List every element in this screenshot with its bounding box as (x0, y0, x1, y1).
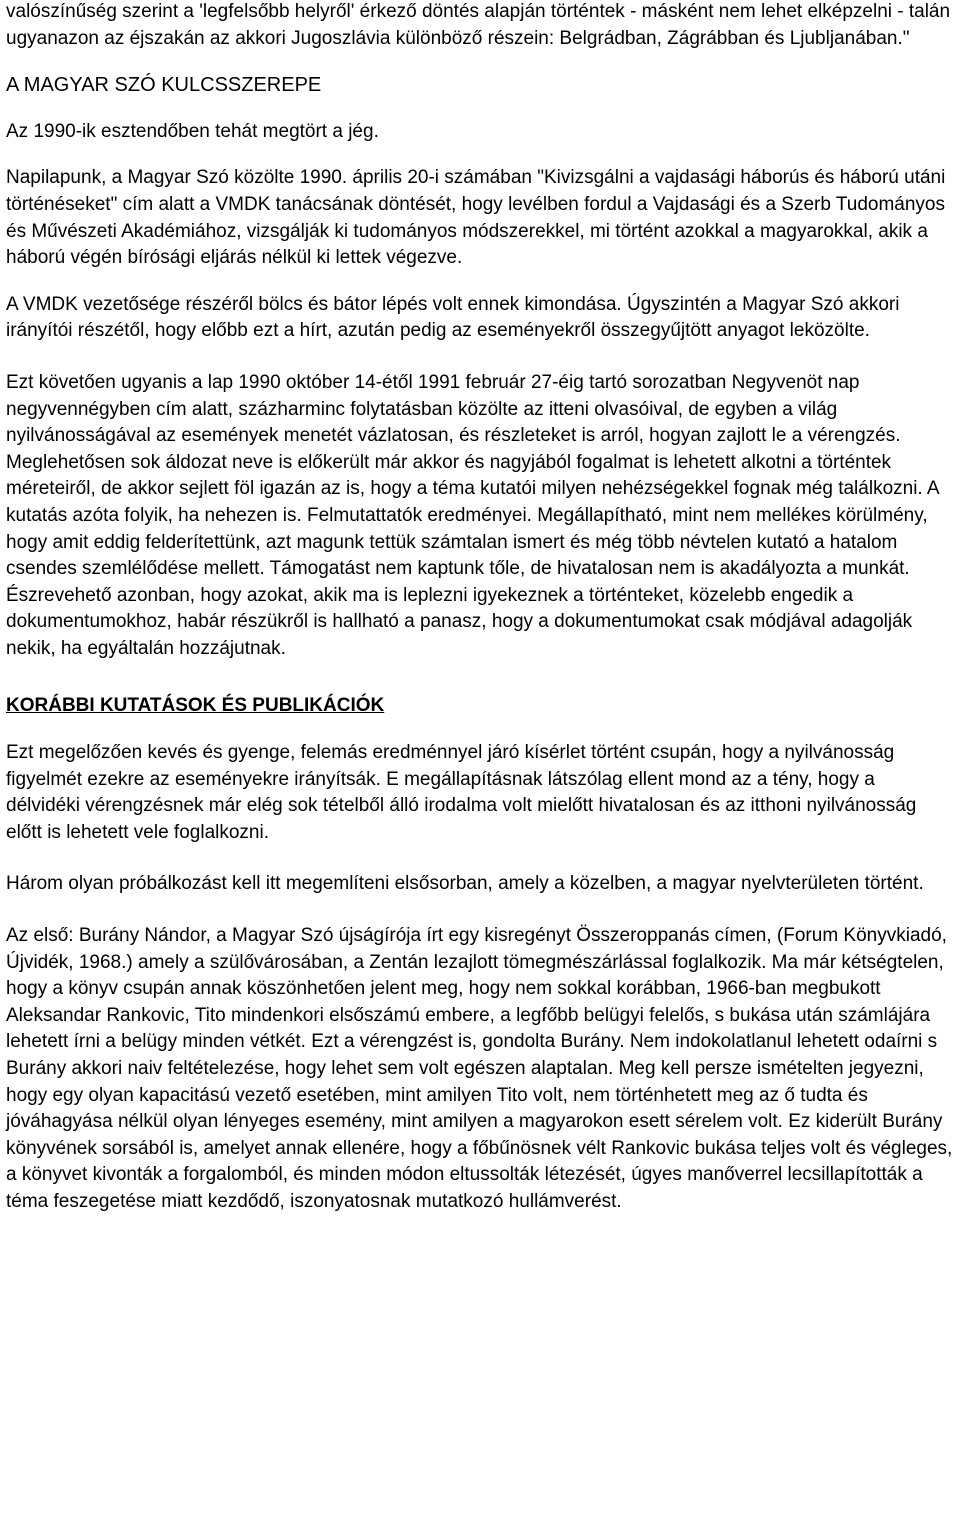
paragraph-burany-novel: Az első: Burány Nándor, a Magyar Szó újságírója írt egy kisregényt Összeroppanás címen, (Forum Könyvkiadó, Újvidék, 1968.) amely a szülővárosában, a Zentán lezajlott tömegmészárlással foglalkozik. Ma már kétségtelen, hogy a könyv csupán annak köszönhetően jelent meg, hogy nem sokkal korábban, 1966-ban megbukott Aleksandar Rankovic, Tito mindenkori elsőszámú embere, a legfőbb belügyi felelős, s bukása után számlájára lehetett írni a belügy minden vétkét. Ezt a vérengzést is, gondolta Burány. Nem indokolatlanul lehetett odaírni s Burány akkori naiv feltételezése, hogy lehet sem volt egészen alaptalan. Meg kell persze ismételten jegyezni, hogy egy olyan kapacitású vezető esetében, mint amilyen Tito volt, nem történhetett meg az ő tudta és jóváhagyása nélkül olyan lényeges esemény, mint amilyen a magyarokon esett sérelem volt. Ez kiderült Burány könyvének sorsából is, amelyet annak ellenére, hogy a főbűnösnek vélt Rankovic bukása teljes volt és végleges, a könyvet kivonták a forgalomból, és minden módon eltussolták létezését, úgyes manőverrel lecsillapították a téma feszegetése miatt kezdődő, iszonyatosnak mutatkozó hullámverést. (6, 925, 953, 1212)
paragraph-earlier-attempts: Ezt megelőzően kevés és gyenge, felemás eredménnyel járó kísérlet történt csupán, hogy a nyilvánosság figyelmét ezekre az eseményekre irányítsák. E megállapításnak látszólag ellent mond az a tény, hogy a délvidéki vérengzésnek már elég sok tételből álló irodalma volt mielőtt hivatalosan és az itthoni nyilvánosság előtt is lehetett vele foglalkozni. (6, 742, 917, 843)
paragraph-three-attempts: Három olyan próbálkozást kell itt megemlíteni elsősorban, amely a közelben, a magyar nyelvterületen történt. (6, 873, 924, 895)
section-heading-earlier-research: KORÁBBI KUTATÁSOK ÉS PUBLIKÁCIÓK (6, 695, 385, 717)
paragraph-magyar-szo-published: Napilapunk, a Magyar Szó közölte 1990. április 20-i számában "Kivizsgálni a vajdasági háborús és háború utáni történéseket" cím alatt a VMDK tanácsának döntését, hogy levélben fordul a Vajdasági és a Szerb Tudományos és Művészeti Akadémiához, vizsgálják ki tudományos módszerekkel, mi történt azokkal a magyarokkal, akik a háború végén bírósági eljárás nélkül ki lettek végezve. (6, 167, 946, 269)
section-heading-magyar-szo: A MAGYAR SZÓ KULCSSZEREPE (6, 74, 322, 97)
paragraph-series-publication: Ezt követően ugyanis a lap 1990 október 14-étől 1991 február 27-éig tartó sorozatban Negyvenöt nap negyvennégyben cím alatt, százharminc folytatásban közölte az itteni olvasóival, de egyben a világ nyilvánosságával az események menetét vázlatosan, és részleteket is arról, hogyan zajlott le a vérengzés. Meglehetősen sok áldozat neve is előkerült már akkor és nagyjából fogalmat is lehetett alkotni a történtek méreteiről, de akkor sejlett föl igazán az is, hogy a téma kutatói milyen nehézségekkel fognak még találkozni. A kutatás azóta folyik, ha nehezen is. Felmutattatók eredményei. Megállapítható, mint nem mellékes körülmény, hogy amit eddig felderítettünk, azt magunk tettük számtalan ismert és még több névtelen kutató a hatalom csendes szemlélődése mellett. Támogatást nem kaptunk tőle, de hivatalosan nem is akadályozta a munkát. Észrevehető azonban, hogy azokat, akik ma is leplezni igyekeznek a történteket, közelebb engedik a dokumentumokhoz, habár részükről is hallható a panasz, hogy a dokumentumokat csak módjával adagolják nekik, ha egyáltalán hozzájutnak. (6, 371, 939, 659)
paragraph-ice-broken: Az 1990-ik esztendőben tehát megtört a jég. (6, 120, 379, 142)
paragraph-intro-continuation: valószínűség szerint a 'legfelsőbb helyről' érkező döntés alapján történtek - másként nem lehet elképzelni - talán ugyanazon az éjszakán az akkori Jugoszlávia különböző részein: Belgrádban, Zágrábban és Ljubljanában." (6, 1, 951, 49)
document-page (6, 0, 954, 1216)
paragraph-vmdk-leadership: A VMDK vezetősége részéről bölcs és bátor lépés volt ennek kimondása. Úgyszintén a Magyar Szó akkori irányítói részétől, hogy előbb ezt a hírt, azután pedig az eseményekről összegyűjtött anyagot leközölte. (6, 293, 900, 342)
